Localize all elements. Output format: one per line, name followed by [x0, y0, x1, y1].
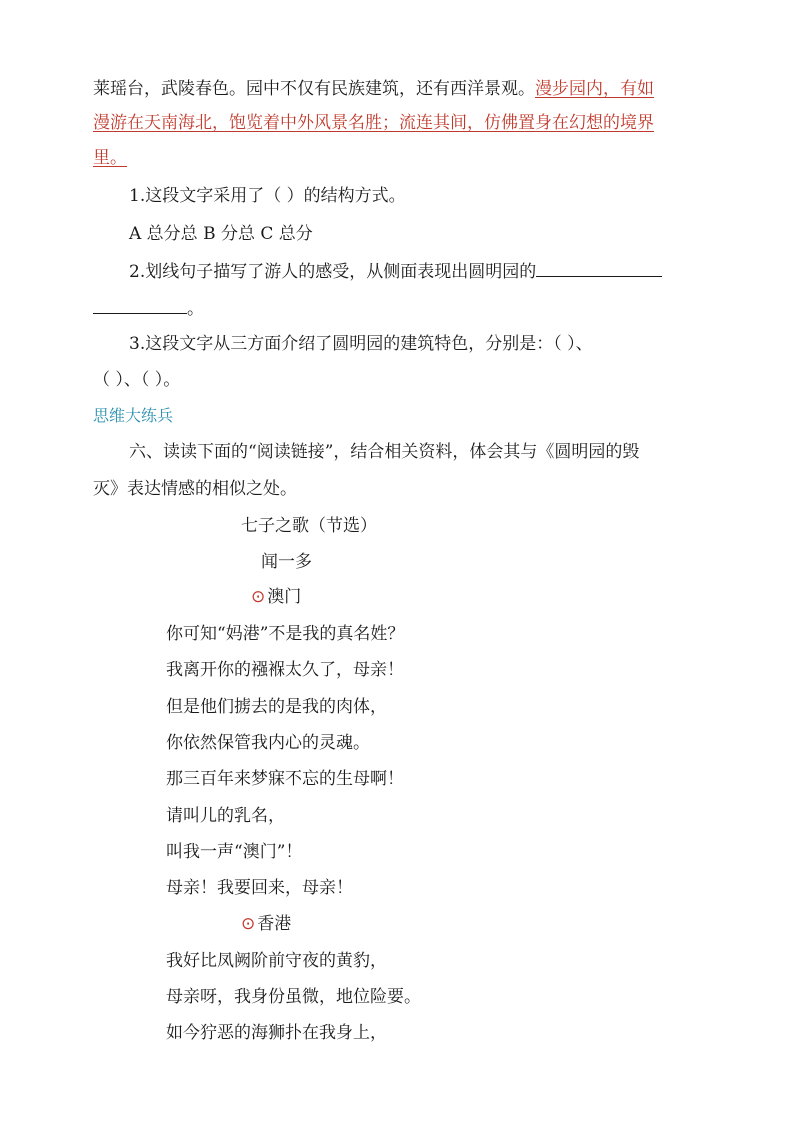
question-2: [129, 260, 662, 284]
question-1-options: A 总分总 B 分总 C 总分: [129, 224, 313, 244]
underlined-sentence-line-2: 漫游在天南海北，饱览着中外风景名胜；流连其间，仿佛置身在幻想的境界: [93, 113, 654, 133]
question-3: 3.这段文字从三方面介绍了圆明园的建筑特色，分别是：（ ）、: [129, 334, 593, 354]
poem-line: 母亲呀，我身份虽微，地位险要。: [166, 987, 421, 1007]
poem-part-2-heading: [241, 912, 291, 936]
answer-blank-2[interactable]: [93, 299, 187, 314]
passage-line-1: [93, 77, 654, 101]
part-2-title: 香港: [257, 914, 292, 934]
poem-line: 请叫儿的乳名，: [166, 806, 285, 826]
poem-line: 你依然保管我内心的灵魂。: [166, 733, 370, 753]
poem-line: 我好比凤阙阶前守夜的黄豹，: [166, 951, 387, 971]
circle-dot-icon: ⊙: [241, 914, 256, 934]
poem-title: 七子之歌（节选）: [241, 516, 377, 536]
question-2-continuation: [93, 297, 204, 321]
task-line-1: 六、读读下面的“阅读链接”，结合相关资料，体会其与《圆明园的毁: [129, 442, 640, 462]
poem-line: 如今狞恶的海狮扑在我身上，: [166, 1023, 387, 1043]
poem-line: 但是他们掳去的是我的肉体，: [166, 697, 387, 717]
question-2-text: 2.划线句子描写了游人的感受，从侧面表现出圆明园的: [129, 262, 537, 282]
question-2-end: 。: [187, 299, 204, 319]
poem-line: 我离开你的襁褓太久了，母亲！: [166, 660, 404, 680]
answer-blank-1[interactable]: [536, 262, 662, 277]
question-3-continuation: （ ）、（ ）。: [93, 370, 181, 390]
underlined-sentence-line-3: 里。: [93, 148, 127, 168]
poem-part-1-heading: [251, 585, 301, 609]
poem-author: 闻一多: [261, 552, 312, 572]
section-heading: 思维大练兵: [93, 406, 174, 425]
poem-line: 叫我一声“澳门”！: [166, 842, 303, 862]
poem-line: 母亲！我要回来，母亲！: [166, 878, 353, 898]
passage-text-plain: 莱瑶台，武陵春色。园中不仅有民族建筑，还有西洋景观。: [93, 79, 535, 99]
task-line-2: 灭》表达情感的相似之处。: [93, 479, 297, 499]
circle-dot-icon: ⊙: [251, 587, 266, 607]
poem-line: 那三百年来梦寐不忘的生母啊！: [166, 769, 404, 789]
part-1-title: 澳门: [267, 587, 302, 607]
question-1: 1.这段文字采用了（ ）的结构方式。: [129, 186, 406, 206]
underlined-sentence-start: 漫步园内，有如: [535, 79, 654, 99]
poem-line: 你可知“妈港”不是我的真名姓？: [166, 624, 405, 644]
